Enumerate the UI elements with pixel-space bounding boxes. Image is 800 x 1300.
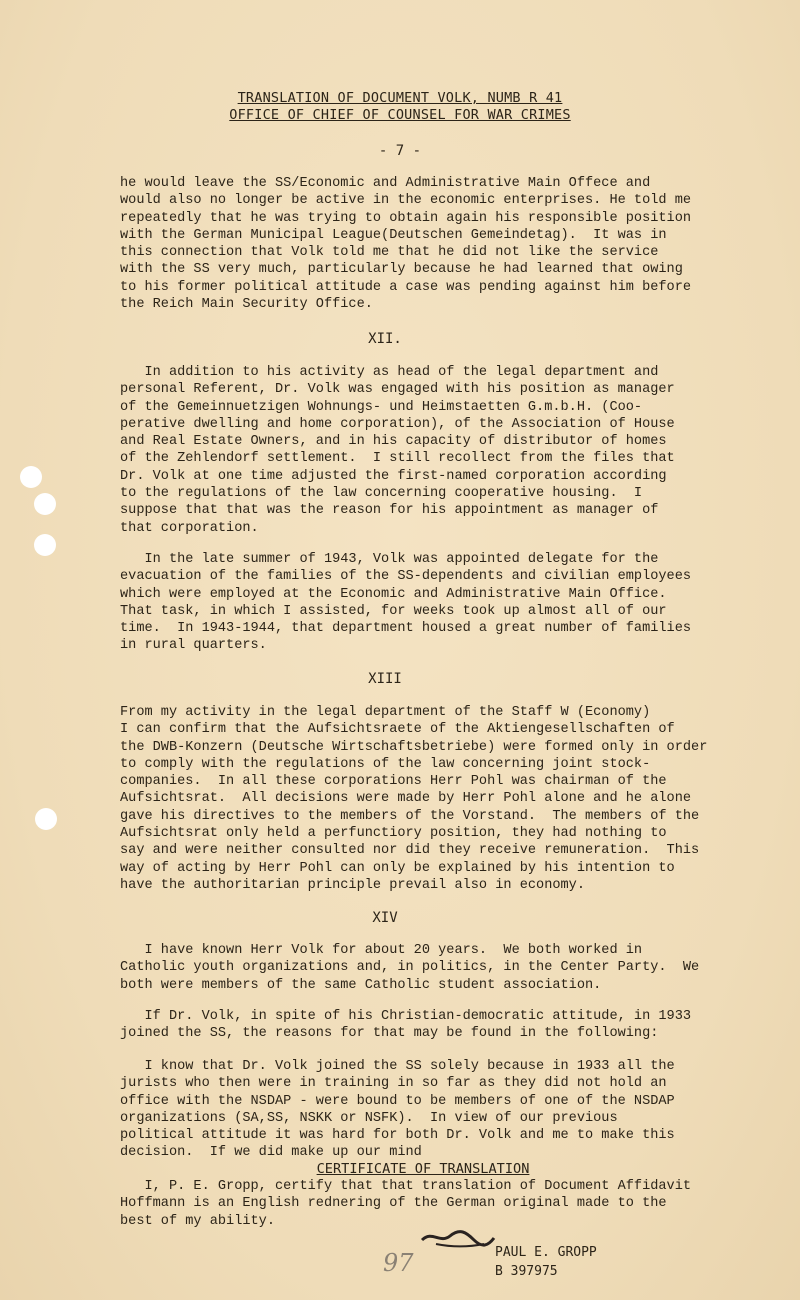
paragraph-legal-department: In addition to his activity as head of the legal department and personal Referent, Dr. Volk was engaged with his position as manager of the Gemeinnuetzigen Wohnungs- und Heimstaetten G.m.b.H. (Coo- perative dwelling and home corporation), of the Association of House and Real Estate Owners, and in his capacity of distributor of homes of the Zehlendorf settlement. I still recollect from the files that Dr. Volk at one time adjusted the first-named corporation according to the regulations of the law concerning cooperative housing. I suppose that that was the reason for his appointment as manager of that corporation.	[120, 365, 675, 536]
document-header-office: OFFICE OF CHIEF OF COUNSEL FOR WAR CRIMES	[229, 107, 571, 123]
paragraph-acquaintance: I have known Herr Volk for about 20 years. We both worked in Catholic youth organizations and, in politics, in the Center Party. We both were members of the same Catholic student association.	[120, 943, 700, 993]
punch-hole	[34, 493, 56, 515]
paragraph-evacuation: In the late summer of 1943, Volk was appointed delegate for the evacuation of the families of the SS-dependents and civilian employees which were employed at the Economic and Administrative Main Office. That task, in which I assisted, for weeks took up almost all of our time. In 1943-1944, that department housed a great number of families in rural quarters.	[120, 552, 692, 654]
punch-hole	[34, 534, 56, 556]
certificate-statement: I, P. E. Gropp, certify that that translation of Document Affidavit Hoffmann is an English rednering of the German original made to the best of my ability.	[120, 1179, 692, 1229]
punch-hole	[20, 466, 42, 488]
section-heading-xiii: XIII	[368, 671, 402, 687]
translator-name: PAUL E. GROPP	[495, 1245, 597, 1260]
page-number: - 7 -	[378, 143, 422, 159]
paragraph-continuation: he would leave the SS/Economic and Administrative Main Offece and would also no longer be active in the economic enterprises. He told me repeatedly that he was trying to obtain again his responsible position with the German Municipal League(Deutschen Gemeindetag). It was in this connection that Volk told me that he did not like the service with the SS very much, particularly because he had learned that owing to his former political attitude a case was pending against him before the Reich Main Security Office.	[120, 176, 692, 313]
section-heading-xii: XII.	[368, 331, 402, 347]
section-heading-xiv: XIV	[372, 910, 398, 926]
signature-scribble	[418, 1226, 498, 1250]
paragraph-joined-ss: If Dr. Volk, in spite of his Christian-democratic attitude, in 1933 joined the SS, the reasons for that may be found in the following:	[120, 1009, 692, 1042]
handwritten-page-mark: 97	[383, 1249, 414, 1277]
paragraph-aufsichtsrat: From my activity in the legal department of the Staff W (Economy) I can confirm that the Aufsichtsraete of the Aktiengesellschaften of the DWB-Konzern (Deutsche Wirtschaftsbetriebe) were formed only in order to comply with the regulations of the law concerning joint stock- companies. In all these corporations Herr Pohl was chairman of the Aufsichtsrat. All decisions were made by Herr Pohl alone and he alone gave his directives to the members of the Vorstand. The members of the Aufsichtsrat only held a perfunctiory position, they had nothing to say and were neither consulted nor did they receive remuneration. This way of acting by Herr Pohl can only be explained by his intention to have the authoritarian principle prevail also in economy.	[120, 705, 708, 893]
punch-hole	[35, 808, 57, 830]
paragraph-reasons: I know that Dr. Volk joined the SS solely because in 1933 all the jurists who then were in training in so far as they did not hold an office with the NSDAP - were bound to be members of one of the NSDAP organizations (SA,SS, NSKK or NSFK). In view of our previous political attitude it was hard for both Dr. Volk and me to make this decision. If we did make up our mind	[120, 1059, 675, 1161]
document-header-title: TRANSLATION OF DOCUMENT VOLK, NUMB R 41	[237, 90, 563, 106]
translator-serial: B 397975	[495, 1264, 558, 1279]
certificate-title: CERTIFICATE OF TRANSLATION	[316, 1161, 530, 1177]
